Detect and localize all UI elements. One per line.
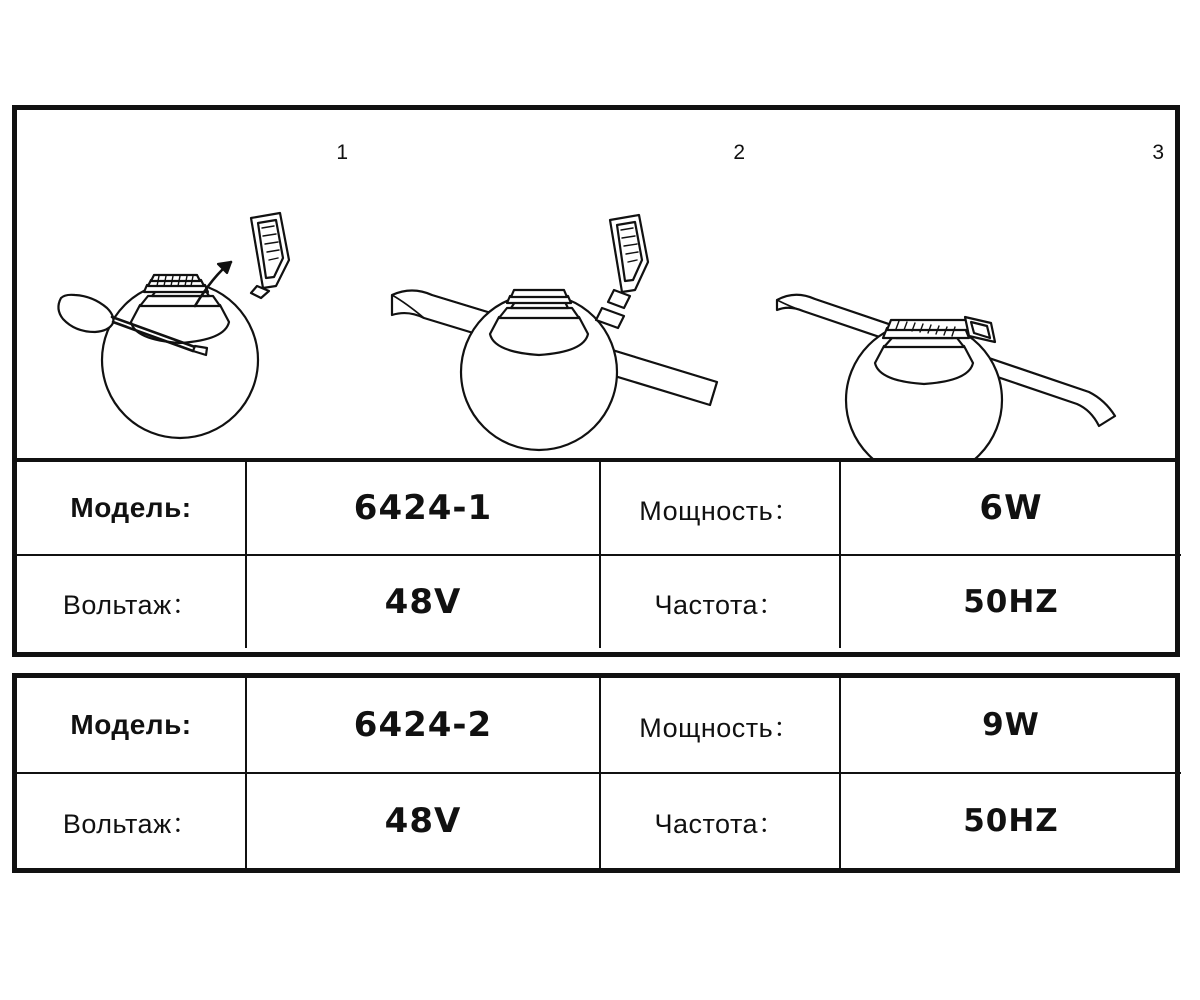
table-row — [17, 555, 1181, 648]
spec-table-model-2 — [17, 678, 1181, 868]
table-row — [17, 678, 1181, 773]
table-row — [17, 773, 1181, 868]
spec-label-model: Модель: — [17, 462, 246, 555]
step-number-label: 3 — [1152, 141, 1164, 164]
spec-value-voltage: 48V — [246, 773, 600, 868]
step-3-illustration — [759, 110, 1178, 458]
spec-label-frequency: Частота： — [600, 773, 840, 868]
spec-value-frequency: 50HZ — [840, 555, 1181, 648]
spec-value-model: 6424-2 — [246, 678, 600, 773]
spec-label-power: Мощность： — [600, 678, 840, 773]
product-spec-block-2 — [12, 673, 1180, 873]
spec-label-power: Мощность： — [600, 462, 840, 555]
spec-value-model: 6424-1 — [246, 462, 600, 555]
step-1-illustration — [17, 110, 362, 458]
spec-value-frequency: 50HZ — [840, 773, 1181, 868]
spec-label-voltage: Вольтаж： — [17, 773, 246, 868]
spec-label-voltage: Вольтаж： — [17, 555, 246, 648]
diagram-step-2 — [362, 110, 759, 458]
spec-value-power: 6W — [840, 462, 1181, 555]
spec-value-power: 9W — [840, 678, 1181, 773]
table-row — [17, 462, 1181, 555]
product-spec-block-1 — [12, 105, 1180, 657]
installation-diagram — [17, 110, 1175, 462]
step-2-illustration — [362, 110, 759, 458]
spec-table-model-1 — [17, 462, 1181, 648]
spec-label-model: Модель: — [17, 678, 246, 773]
diagram-step-1 — [17, 110, 362, 458]
step-number-label: 2 — [733, 141, 745, 164]
diagram-step-3 — [759, 110, 1178, 458]
spec-label-frequency: Частота： — [600, 555, 840, 648]
spec-value-voltage: 48V — [246, 555, 600, 648]
step-number-label: 1 — [336, 141, 348, 164]
